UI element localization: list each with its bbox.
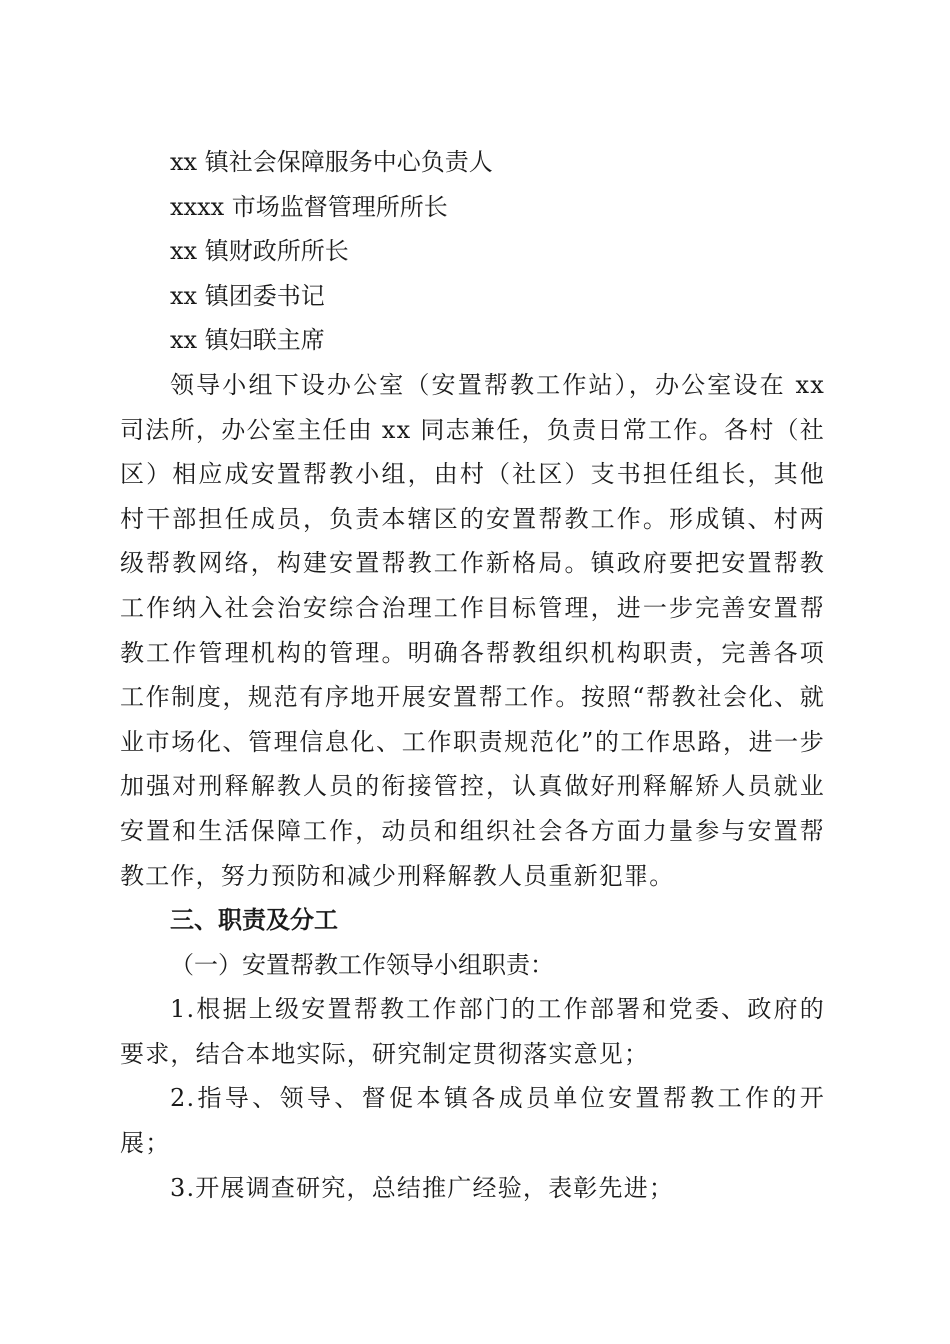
member-line: xxxx 市场监督管理所所长 (170, 192, 448, 221)
member-line: xx 镇团委书记 (170, 281, 325, 310)
document-page (120, 140, 825, 1210)
member-line: xx 镇社会保障服务中心负责人 (170, 148, 493, 176)
subsection-heading: （一）安置帮教工作领导小组职责： (170, 950, 554, 979)
duty-item: 3.开展调查研究，总结推广经验，表彰先进； (170, 1173, 675, 1202)
member-line: xx 镇妇联主席 (170, 326, 325, 355)
duty-item: 1.根据上级安置帮教工作部门的工作部署和党委、政府的要求，结合本地实际，研究制定贯彻落实意见； (120, 995, 825, 1068)
member-line: xx 镇财政所所长 (170, 237, 349, 266)
duty-item: 2.指导、领导、督促本镇各成员单位安置帮教工作的开展； (120, 1084, 825, 1158)
section-heading: 三、职责及分工 (170, 906, 338, 935)
office-paragraph: 领导小组下设办公室（安置帮教工作站），办公室设在 xx 司法所，办公室主任由 xx 同志兼任，负责日常工作。各村（社区）相应成安置帮教小组，由村（社区）支书担任组长，其他村干部担任成员，负责本辖区的安置帮教工作。形成镇、村两级帮教网络，构建安置帮教工作新格局。镇政府要把安置帮教工作纳入社会治安综合治理工作目标管理，进一步完善安置帮教工作管理机构的管理。明确各帮教组织机构职责，完善各项工作制度，规范有序地开展安置帮工作。按照“帮教社会化、就业市场化、管理信息化、工作职责规范化”的工作思路，进一步加强对刑释解教人员的衔接管控，认真做好刑释解矫人员就业安置和生活保障工作，动员和组织社会各方面力量参与安置帮教工作，努力预防和减少刑释解教人员重新犯罪。 (120, 370, 825, 890)
